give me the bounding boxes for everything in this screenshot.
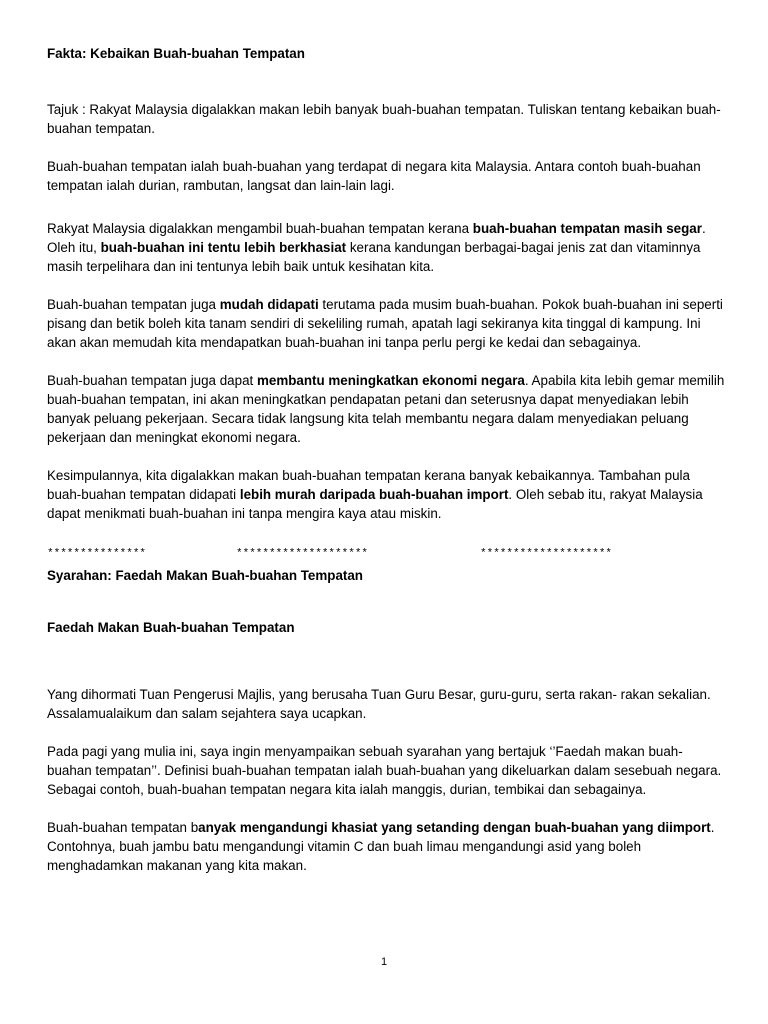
paragraph-mudah-didapati — [47, 295, 725, 352]
document-content — [47, 44, 725, 894]
separator-middle: ******************** — [236, 548, 369, 560]
paragraph-text: Yang dihormati Tuan Pengerusi Majlis, yang berusaha Tuan Guru Besar, guru-guru, serta rakan- rakan sekalian. Assalamualaikum dan salam sejahtera saya ucapkan. — [47, 687, 711, 721]
paragraph-text: Buah-buahan tempatan juga dapat — [47, 373, 257, 388]
paragraph-text: Kesimpulannya, kita digalakkan makan buah-buahan tempatan kerana banyak kebaikannya. Tambahan pula buah-buahan tempatan didapati — [47, 468, 690, 502]
paragraph-text: Tajuk : Rakyat Malaysia digalakkan makan lebih banyak buah-buahan tempatan. Tuliskan tentang kebaikan buah-buahan tempatan. — [47, 102, 721, 136]
paragraph-bold-text: buah-buahan ini tentu lebih berkhasiat — [100, 240, 347, 255]
paragraph-text: . Oleh sebab itu, rakyat Malaysia dapat menikmati buah-buahan ini tanpa mengira kaya atau miskin. — [47, 487, 703, 521]
paragraph-bold-text: anyak mengandungi khasiat yang setanding dengan buah-buahan yang diimport — [198, 820, 711, 835]
paragraph-text: Rakyat Malaysia digalakkan mengambil buah-buahan tempatan kerana — [47, 221, 473, 236]
paragraph-segar — [47, 219, 725, 276]
separator-left: *************** — [47, 548, 147, 560]
paragraph-bold-text: mudah didapati — [219, 297, 319, 312]
paragraph-tajuk — [47, 100, 725, 138]
speech-paragraph-definition — [47, 742, 725, 799]
paragraph-text: . Apabila kita lebih gemar memilih buah-buahan tempatan, ini akan meningkatkan pendapatan petani dan seterusnya dapat menyediakan lebih banyak peluang pekerjaan. Secara tidak langsung kita telah membantu negara dalam menyediakan peluang pekerjaan dan meningkat ekonomi negara. — [47, 373, 725, 445]
syarahan-title: Syarahan: Faedah Makan Buah-buahan Tempatan — [47, 568, 363, 583]
paragraph-text: Buah-buahan tempatan ialah buah-buahan yang terdapat di negara kita Malaysia. Antara contoh buah-buahan tempatan ialah durian, rambutan, langsat dan lain-lain lagi. — [47, 159, 701, 193]
paragraph-bold-text: membantu meningkatkan ekonomi negara — [256, 373, 525, 388]
speech-body — [47, 685, 725, 875]
paragraph-text: Buah-buahan tempatan juga — [47, 297, 220, 312]
paragraph-text: Pada pagi yang mulia ini, saya ingin menyampaikan sebuah syarahan yang bertajuk ‘’Faedah makan buah-buahan tempatan’’. Definisi buah-buahan tempatan ialah buah-buahan yang dikeluarkan dalam sesebuah negara. Sebagai contoh, buah-buahan tempatan negara kita ialah manggis, durian, tembikai dan sebagainya. — [47, 744, 722, 797]
separator-row — [47, 545, 725, 564]
separator-right: ******************** — [480, 548, 613, 560]
paragraph-kesimpulan — [47, 466, 725, 523]
paragraph-ekonomi — [47, 371, 725, 447]
paragraph-bold-text: lebih murah daripada buah-buahan import — [239, 487, 509, 502]
speech-heading: Faedah Makan Buah-buahan Tempatan — [47, 620, 295, 635]
document-title: Fakta: Kebaikan Buah-buahan Tempatan — [47, 46, 305, 61]
paragraph-text: kerana kandungan berbagai-bagai jenis zat dan vitaminnya masih terpelihara dan ini tentunya lebih baik untuk kesihatan kita. — [47, 240, 701, 274]
paragraph-text: . Contohnya, buah jambu batu mengandungi vitamin C dan buah limau mengandungi asid yang boleh menghadamkan makanan yang kita makan. — [47, 820, 715, 873]
essay-body — [47, 100, 725, 523]
page-number: 1 — [380, 956, 388, 968]
paragraph-definition — [47, 157, 725, 195]
paragraph-bold-text: buah-buahan tempatan masih segar — [472, 221, 702, 236]
paragraph-text: . Oleh itu, — [47, 221, 706, 255]
speech-paragraph-greeting — [47, 685, 725, 723]
speech-paragraph-khasiat — [47, 818, 725, 875]
paragraph-text: terutama pada musim buah-buahan. Pokok buah-buahan ini seperti pisang dan betik boleh kita tanam sendiri di sekeliling rumah, apatah lagi sekiranya kita tinggal di kampung. Ini akan akan memudah kita mendapatkan buah-buahan ini tanpa perlu pergi ke kedai dan sebagainya. — [47, 297, 723, 350]
paragraph-text: Buah-buahan tempatan b — [47, 820, 199, 835]
